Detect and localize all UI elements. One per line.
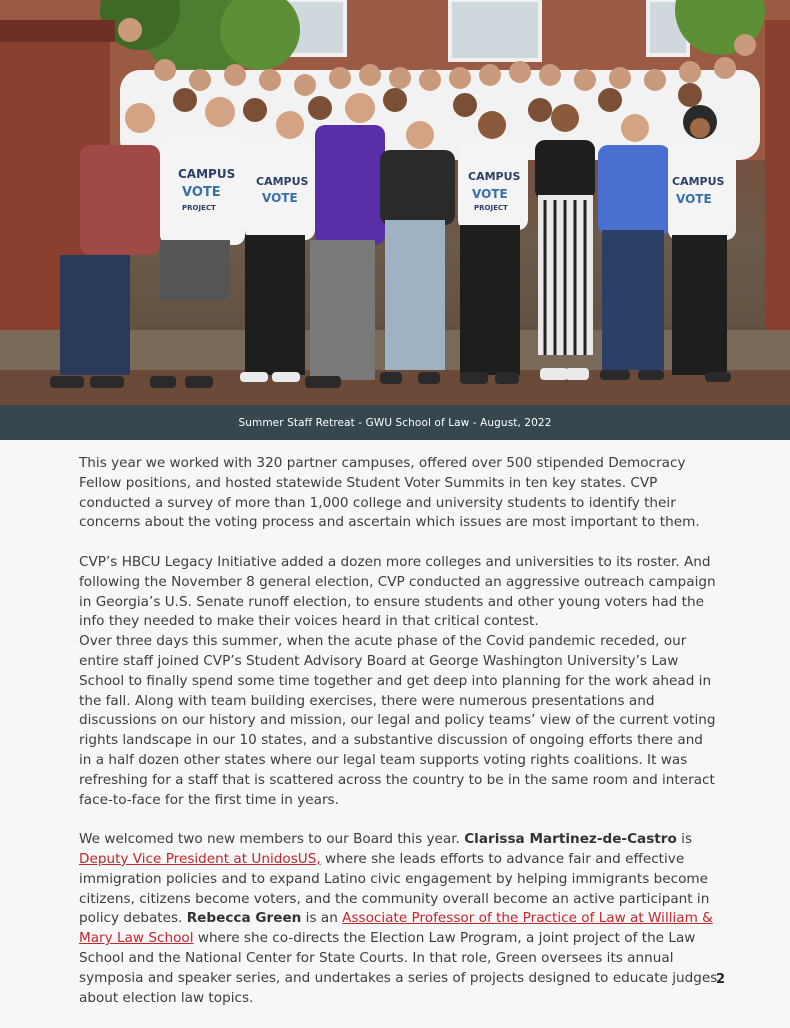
paragraph-partner-campuses: This year we worked with 320 partner campuses, offered over 500 stipended Democracy Fellow positions, and hosted statewide Student Voter Summits in ten key states. CVP conducted a survey of more than 1,000 college and university students to identify their concerns about the voting process and ascertain which issues are most important to them. (79, 455, 700, 531)
board-text: is (676, 831, 693, 848)
board-member-name-green: Rebecca Green (186, 910, 302, 927)
board-member-name-martinez: Clarissa Martinez-de-Castro (464, 831, 677, 848)
shirt-logo-text: CAMPUS (256, 175, 309, 188)
board-text: is an (301, 910, 343, 927)
shirt-logo-text: PROJECT (182, 204, 216, 212)
paragraph-board-members (79, 830, 719, 1008)
page-number: 2 (715, 972, 725, 987)
shirt-logo-text: CAMPUS (672, 175, 725, 188)
board-text: where she co-directs the Election Law Program, a joint project of the Law School and the National Center for State Courts. In that role, Green oversees its annual symposia and speaker series, and undertakes a series of projects designed to educate judges about election law topics. (79, 930, 718, 1006)
william-mary-link[interactable]: Associate Professor of the Practice of Law at William & Mary Law School (79, 910, 713, 947)
body-text (79, 454, 719, 1028)
shirt-logo-text: VOTE (472, 187, 508, 201)
paragraph-staff-retreat: Over three days this summer, when the acute phase of the Covid pandemic receded, our entire staff joined CVP’s Student Advisory Board at George Washington University’s Law School to finally spend some time together and get deep into planning for the work ahead in the fall. Along with team building exercises, there were numerous presentations and discussions on our history and mission, our legal and policy teams’ view of the current voting rights landscape in our 10 states, and a substantive discussion of ongoing efforts there and in a half dozen other states where our legal team supports voting rights coalitions. It was refreshing for a staff that is scattered across the country to be in the same room and interact face-to-face for the first time in years. (79, 633, 716, 808)
photo-caption-bar (0, 405, 790, 440)
photo-caption: Summer Staff Retreat - GWU School of Law - August, 2022 (238, 416, 552, 429)
unidosus-link[interactable]: Deputy Vice President at UnidosUS, (79, 850, 321, 867)
group-photo-illustration (0, 0, 790, 405)
shirt-logo-text: CAMPUS (468, 170, 521, 183)
shirt-logo-text: CAMPUS (178, 167, 236, 181)
group-photo (0, 0, 790, 405)
shirt-logo-text: PROJECT (474, 204, 508, 212)
shirt-logo-text: VOTE (262, 191, 298, 205)
shirt-logo-text: VOTE (676, 192, 712, 206)
board-intro-text: We welcomed two new members to our Board this year. (79, 831, 465, 848)
board-text: where she leads efforts to advance fair and effective immigration policies and to expand Latino civic engagement by helping immigrants become citizens, citizens become voters, and the community overall become an active participant in policy debates. (79, 850, 710, 927)
shirt-logo-text: VOTE (182, 185, 221, 200)
paragraph-hbcu-initiative: CVP’s HBCU Legacy Initiative added a dozen more colleges and universities to its roster. And following the November 8 general election, CVP conducted an aggressive outreach campaign in Georgia’s U.S. Senate runoff election, to ensure students and other young voters had the info they needed to make their voices heard in that critical contest. (79, 553, 716, 630)
